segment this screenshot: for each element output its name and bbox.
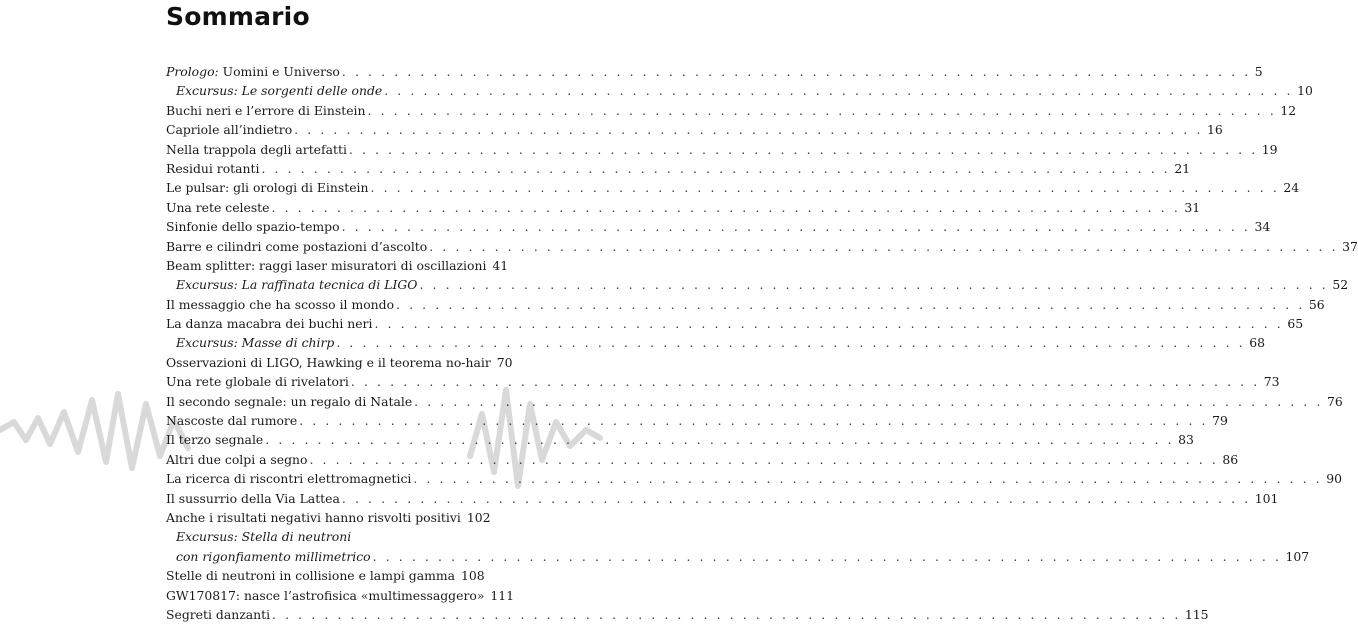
toc-entry-title	[176, 81, 382, 100]
toc-entry-title	[166, 566, 455, 585]
dot-leader	[374, 314, 1283, 333]
toc-entry-title	[176, 547, 371, 566]
toc-entry	[166, 605, 1209, 624]
toc-entry	[166, 159, 1191, 178]
toc-entry-page: 70	[496, 354, 513, 370]
toc-entry-title	[166, 237, 427, 256]
dot-leader	[373, 547, 1282, 566]
toc-entry-text: Segreti danzanti	[166, 606, 271, 622]
toc-entry-text: Barre e cilindri come postazioni d’ascolto	[166, 238, 428, 254]
toc-entry-title	[166, 159, 259, 178]
toc-entry-page: 37	[1342, 238, 1358, 254]
toc-entry-text: Beam splitter: raggi laser misuratori di oscillazioni	[166, 257, 487, 273]
toc-entry-text: con rigonfiamento millimetrico	[176, 548, 371, 564]
toc-entry-text: Excursus: Stella di neutroni	[176, 529, 352, 545]
toc-entry	[166, 256, 509, 275]
toc-entry-page: 21	[1174, 160, 1191, 176]
dot-leader	[371, 178, 1280, 197]
dot-leader	[351, 372, 1260, 391]
toc-entry-title	[166, 256, 486, 275]
toc-entry-title	[166, 140, 347, 159]
toc-entry-text: Uomini e Universo	[218, 64, 340, 79]
dot-leader	[429, 237, 1338, 256]
toc-entry-title	[166, 178, 369, 197]
toc-entry-page: 16	[1207, 122, 1223, 138]
toc-entry-title	[166, 489, 340, 508]
toc-entry	[166, 372, 1280, 391]
toc-entry	[166, 527, 462, 546]
toc-entry-page: 108	[460, 568, 485, 584]
toc-entry-page: 34	[1254, 219, 1271, 235]
toc-entry-page: 12	[1280, 102, 1297, 118]
dot-leader	[368, 101, 1277, 120]
toc-entry-page: 107	[1285, 548, 1310, 564]
toc-entry-text: Buchi neri e l’errore di Einstein	[166, 102, 366, 118]
toc-entry	[166, 275, 1349, 294]
dot-leader	[294, 120, 1203, 139]
toc-entry	[166, 314, 1304, 333]
toc-entry-title	[166, 314, 372, 333]
dot-leader	[336, 333, 1245, 352]
toc-entry-title	[166, 450, 307, 469]
toc-entry-title	[166, 120, 292, 139]
toc-entry	[166, 547, 1310, 566]
toc-entry	[166, 586, 515, 605]
toc-entry-page: 41	[492, 257, 509, 273]
dot-leader	[299, 411, 1208, 430]
dot-leader	[309, 450, 1218, 469]
toc-entry-page: 79	[1212, 413, 1228, 429]
toc-entry-page: 73	[1263, 374, 1280, 390]
toc-entry-text: Altri due colpi a segno	[166, 451, 308, 467]
toc-entry-text: Il sussurrio della Via Lattea	[166, 490, 340, 506]
dot-leader	[349, 140, 1258, 159]
toc-entry-title	[166, 198, 270, 217]
dot-leader	[419, 275, 1328, 294]
toc-entry-text: Anche i risultati negativi hanno risvolti positivi	[166, 509, 461, 525]
toc-entry	[166, 295, 1325, 314]
toc-entry-text: Excursus: Masse di chirp	[176, 335, 335, 351]
toc-entry-text: Stelle di neutroni in collisione e lampi gamma	[166, 568, 455, 584]
toc-entry-page: 115	[1184, 606, 1209, 622]
dot-leader	[272, 198, 1181, 217]
toc-entry-page: 101	[1254, 490, 1279, 506]
dot-leader	[414, 392, 1323, 411]
toc-entry-text: Il secondo segnale: un regalo di Natale	[166, 393, 413, 409]
toc-entry-text: Nella trappola degli artefatti	[166, 141, 347, 157]
dot-leader	[272, 605, 1181, 624]
toc-entry-title	[166, 469, 411, 488]
toc-entry-title	[166, 372, 349, 391]
toc-entry-text: Residui rotanti	[166, 160, 260, 176]
dot-leader	[413, 469, 1322, 488]
dot-leader	[265, 430, 1174, 449]
toc-entry-text: Le pulsar: gli orologi di Einstein	[166, 180, 369, 196]
toc-entry-page: 102	[466, 509, 491, 525]
toc-entry-title	[176, 275, 417, 294]
toc-entry-page: 56	[1308, 296, 1325, 312]
toc-entry-text: Nascoste dal rumore	[166, 413, 298, 429]
toc-entry-text: Una rete celeste	[166, 199, 270, 215]
toc-entry	[166, 333, 1265, 352]
toc-entry-text: La danza macabra dei buchi neri	[166, 316, 373, 332]
toc-entry	[166, 469, 1343, 488]
dot-leader	[261, 159, 1170, 178]
toc-entry-text: Sinfonie dello spazio-tempo	[166, 219, 340, 235]
toc-entry	[166, 62, 1263, 81]
toc-entry-page: 65	[1287, 316, 1304, 332]
toc-entry	[166, 140, 1278, 159]
toc-entry-text: Osservazioni di LIGO, Hawking e il teorema no-hair	[166, 354, 491, 370]
toc-entry-title	[166, 353, 491, 372]
toc-entry-page: 5	[1254, 64, 1263, 79]
toc-entry-title	[166, 411, 297, 430]
dot-leader	[396, 295, 1305, 314]
toc-entry	[166, 178, 1300, 197]
toc-entry-title	[166, 605, 270, 624]
toc-entry-title	[166, 295, 394, 314]
toc-entry-text: GW170817: nasce l’astrofisica «multimessaggero»	[166, 587, 485, 603]
toc-entry	[166, 450, 1239, 469]
toc-entry-title	[176, 527, 351, 546]
toc-entry-text: Il terzo segnale	[166, 432, 264, 448]
toc-entry	[166, 353, 513, 372]
toc-entry-text: Excursus: Le sorgenti delle onde	[176, 83, 383, 99]
toc-entry-title	[166, 217, 340, 236]
toc-entry-prefix: Prologo:	[166, 64, 219, 79]
dot-leader	[342, 62, 1251, 81]
toc-entry-title	[166, 586, 484, 605]
toc-entry	[166, 217, 1271, 236]
toc-entry-page: 19	[1261, 141, 1278, 157]
toc-entry-title	[166, 508, 461, 527]
toc-entry-text: Excursus: La raffinata tecnica di LIGO	[176, 277, 418, 293]
toc-entry-title	[176, 333, 334, 352]
toc-entry-page: 10	[1297, 83, 1313, 99]
dot-leader	[342, 217, 1251, 236]
toc-entry-page: 24	[1283, 180, 1300, 196]
toc-entry-title	[166, 392, 412, 411]
toc-entry	[166, 411, 1228, 430]
toc-entry-text: Capriole all’indietro	[166, 122, 293, 138]
toc-entry-title	[166, 62, 340, 81]
toc-entry-text: Il messaggio che ha scosso il mondo	[166, 296, 395, 312]
toc-entry	[166, 392, 1343, 411]
toc-entry	[166, 566, 485, 585]
toc-entry	[166, 489, 1279, 508]
toc-entry-title	[166, 101, 366, 120]
toc-entry	[166, 120, 1223, 139]
toc-entry	[166, 237, 1358, 256]
toc-entry-page: 68	[1249, 335, 1265, 351]
toc-entry-page: 111	[490, 587, 515, 603]
toc-entry-page: 31	[1184, 199, 1201, 215]
page-title: Sommario	[166, 2, 310, 31]
toc-entry-page: 90	[1326, 471, 1343, 487]
toc-entry	[166, 101, 1297, 120]
toc-entry-page: 76	[1327, 393, 1343, 409]
toc-entry	[166, 430, 1194, 449]
dot-leader	[342, 489, 1251, 508]
toc-entry	[166, 198, 1201, 217]
toc-entry	[166, 508, 491, 527]
toc-entry-page: 86	[1222, 451, 1239, 467]
toc-entry-page: 52	[1332, 277, 1349, 293]
toc-entry	[166, 81, 1313, 100]
toc-entry-text: La ricerca di riscontri elettromagnetici	[166, 471, 412, 487]
toc-entry-page: 83	[1178, 432, 1194, 448]
toc-entry-title	[166, 430, 263, 449]
table-of-contents	[166, 62, 1358, 624]
dot-leader	[384, 81, 1293, 100]
toc-entry-text: Una rete globale di rivelatori	[166, 374, 349, 390]
